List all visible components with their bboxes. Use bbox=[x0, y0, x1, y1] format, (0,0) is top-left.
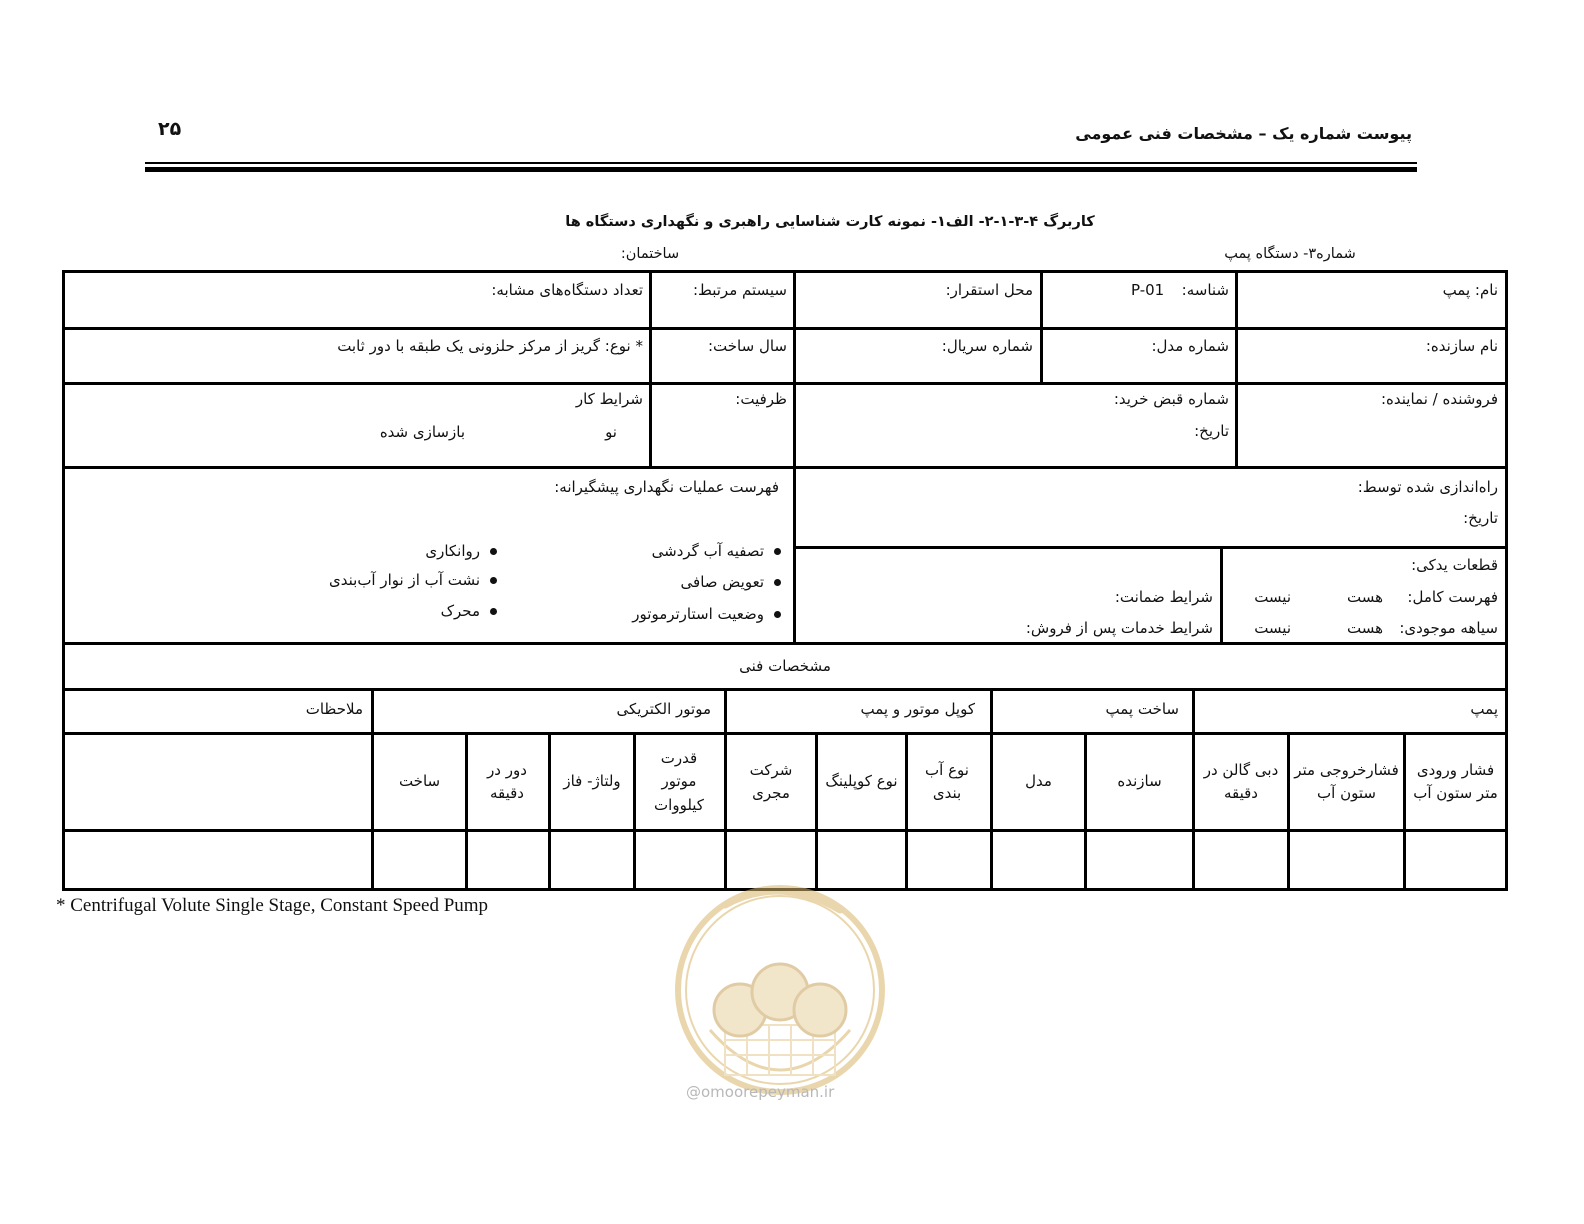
maintenance-item: تعویض صافی bbox=[681, 573, 781, 591]
card-subtitle: شماره۳- دستگاه پمپ bbox=[1224, 246, 1356, 262]
group-electric-motor: موتور الکتریکی bbox=[616, 700, 711, 718]
group-divider-4 bbox=[371, 688, 374, 732]
name-label: نام: پمپ bbox=[1442, 281, 1498, 299]
vendor-label: فروشنده / نماینده: bbox=[1380, 390, 1498, 408]
col-divider-d bbox=[649, 273, 652, 466]
inventory-yes: هست bbox=[1346, 619, 1383, 637]
group-divider-3 bbox=[724, 688, 727, 732]
column-coupling-type: نوع کوپلینگ bbox=[825, 772, 898, 791]
commissioning-date-label: تاریخ: bbox=[1463, 509, 1498, 527]
col-divider-b bbox=[1040, 273, 1043, 382]
row-divider-5 bbox=[65, 688, 1505, 691]
col-divider-a bbox=[1235, 273, 1238, 466]
maintenance-item: وضعیت استارترموتور bbox=[632, 605, 781, 623]
inventory-label: سیاهه موجودی: bbox=[1399, 619, 1498, 637]
manufacture-year-label: سال ساخت: bbox=[708, 337, 787, 355]
group-remarks: ملاحظات bbox=[305, 700, 363, 718]
pump-type-label: * نوع: گریز از مرکز حلزونی یک طبقه با دور ثابت bbox=[337, 337, 643, 355]
related-system-label: سیستم مرتبط: bbox=[692, 281, 787, 299]
column-origin: ساخت bbox=[398, 772, 441, 791]
running-title: پیوست شماره یک – مشخصات فنی عمومی bbox=[1075, 124, 1412, 143]
model-number-label: شماره مدل: bbox=[1151, 337, 1229, 355]
maintenance-item: روانکاری bbox=[425, 542, 497, 560]
complete-list-no: نیست bbox=[1254, 588, 1291, 606]
group-pump: پمپ bbox=[1470, 700, 1498, 718]
bullet-icon bbox=[774, 611, 781, 618]
building-label: ساختمان: bbox=[620, 246, 680, 262]
bullet-icon bbox=[490, 577, 497, 584]
bullet-icon bbox=[490, 608, 497, 615]
similar-count-label: تعداد دستگاه‌های مشابه: bbox=[491, 281, 643, 299]
column-manufacturer: سازنده bbox=[1117, 772, 1162, 791]
group-divider-1 bbox=[1192, 688, 1195, 732]
column-voltage-phase: ولتاژ- فاز bbox=[563, 772, 621, 791]
column-divider bbox=[465, 732, 468, 888]
column-seal-type: نوع آب بندی bbox=[925, 760, 969, 802]
row-divider-3 bbox=[65, 466, 1505, 469]
header-rule-thin bbox=[145, 162, 1417, 164]
watermark-url: @omoorepeyman.ir bbox=[686, 1083, 835, 1101]
column-flow-rate: دبی گالن در دقیقه bbox=[1203, 760, 1279, 802]
complete-list-label: فهرست کامل: bbox=[1407, 588, 1498, 606]
column-outlet-pressure: فشارخروجی متر ستون آب bbox=[1294, 760, 1399, 802]
group-pump-construction: ساخت پمپ bbox=[1105, 700, 1179, 718]
capacity-label: ظرفیت: bbox=[735, 390, 787, 408]
bullet-icon bbox=[774, 579, 781, 586]
group-motor-pump-coupling: کوپل موتور و پمپ bbox=[860, 700, 975, 718]
watermark-logo bbox=[670, 880, 890, 1110]
column-model: مدل bbox=[1025, 772, 1052, 791]
purchase-receipt-label: شماره قبض خرید: bbox=[1113, 390, 1229, 408]
column-rpm: دور در دقیقه bbox=[487, 760, 527, 802]
col-divider-spare bbox=[1220, 546, 1223, 642]
identification-card-table bbox=[62, 270, 1508, 891]
inventory-no: نیست bbox=[1254, 619, 1291, 637]
technical-specs-title: مشخصات فنی bbox=[739, 656, 831, 675]
commissioned-by-label: راه‌اندازی شده توسط: bbox=[1357, 478, 1498, 496]
spare-parts-label: قطعات یدکی: bbox=[1411, 556, 1498, 574]
col-divider-c bbox=[793, 273, 796, 642]
id-label: شناسه: bbox=[1181, 281, 1229, 299]
manufacturer-label: نام سازنده: bbox=[1425, 337, 1498, 355]
complete-list-yes: هست bbox=[1346, 588, 1383, 606]
column-motor-power: قدرت موتور کیلووات bbox=[654, 749, 704, 814]
maintenance-list-label: فهرست عملیات نگهداری پیشگیرانه: bbox=[554, 478, 779, 496]
warranty-label: شرایط ضمانت: bbox=[1114, 588, 1213, 606]
bullet-icon bbox=[490, 548, 497, 555]
card-title: کاربرگ ۴-۳-۱-۲- الف۱- نمونه کارت شناسایی راهبری و نگهداری دستگاه ها bbox=[565, 214, 1095, 230]
column-contractor: شرکت مجری bbox=[749, 760, 793, 802]
condition-rebuilt-option: بازسازی شده bbox=[379, 423, 465, 441]
purchase-date-label: تاریخ: bbox=[1194, 422, 1229, 440]
maintenance-item: نشت آب از نوار آب‌بندی bbox=[329, 571, 497, 589]
serial-number-label: شماره سریال: bbox=[941, 337, 1033, 355]
row-divider-commissioning bbox=[793, 546, 1505, 549]
page-number: ۲۵ bbox=[158, 118, 182, 140]
column-divider bbox=[905, 732, 908, 888]
header-rule-thick bbox=[145, 167, 1417, 172]
footnote: * Centrifugal Volute Single Stage, Constant Speed Pump bbox=[56, 895, 489, 916]
maintenance-item: محرک bbox=[441, 602, 497, 620]
group-divider-2 bbox=[990, 688, 993, 732]
location-label: محل استقرار: bbox=[945, 281, 1033, 299]
id-value: P-01 bbox=[1131, 281, 1165, 299]
row-divider-2 bbox=[65, 382, 1505, 385]
bullet-icon bbox=[774, 548, 781, 555]
working-condition-label: شرایط کار bbox=[575, 390, 643, 408]
condition-new-option: نو bbox=[605, 423, 617, 441]
row-divider-1 bbox=[65, 327, 1505, 330]
column-divider bbox=[724, 732, 727, 888]
column-divider bbox=[633, 732, 636, 888]
after-sales-label: شرایط خدمات پس از فروش: bbox=[1025, 619, 1213, 637]
maintenance-item: تصفیه آب گردشی bbox=[652, 542, 781, 560]
column-inlet-pressure: فشار ورودی متر ستون آب bbox=[1413, 760, 1498, 802]
